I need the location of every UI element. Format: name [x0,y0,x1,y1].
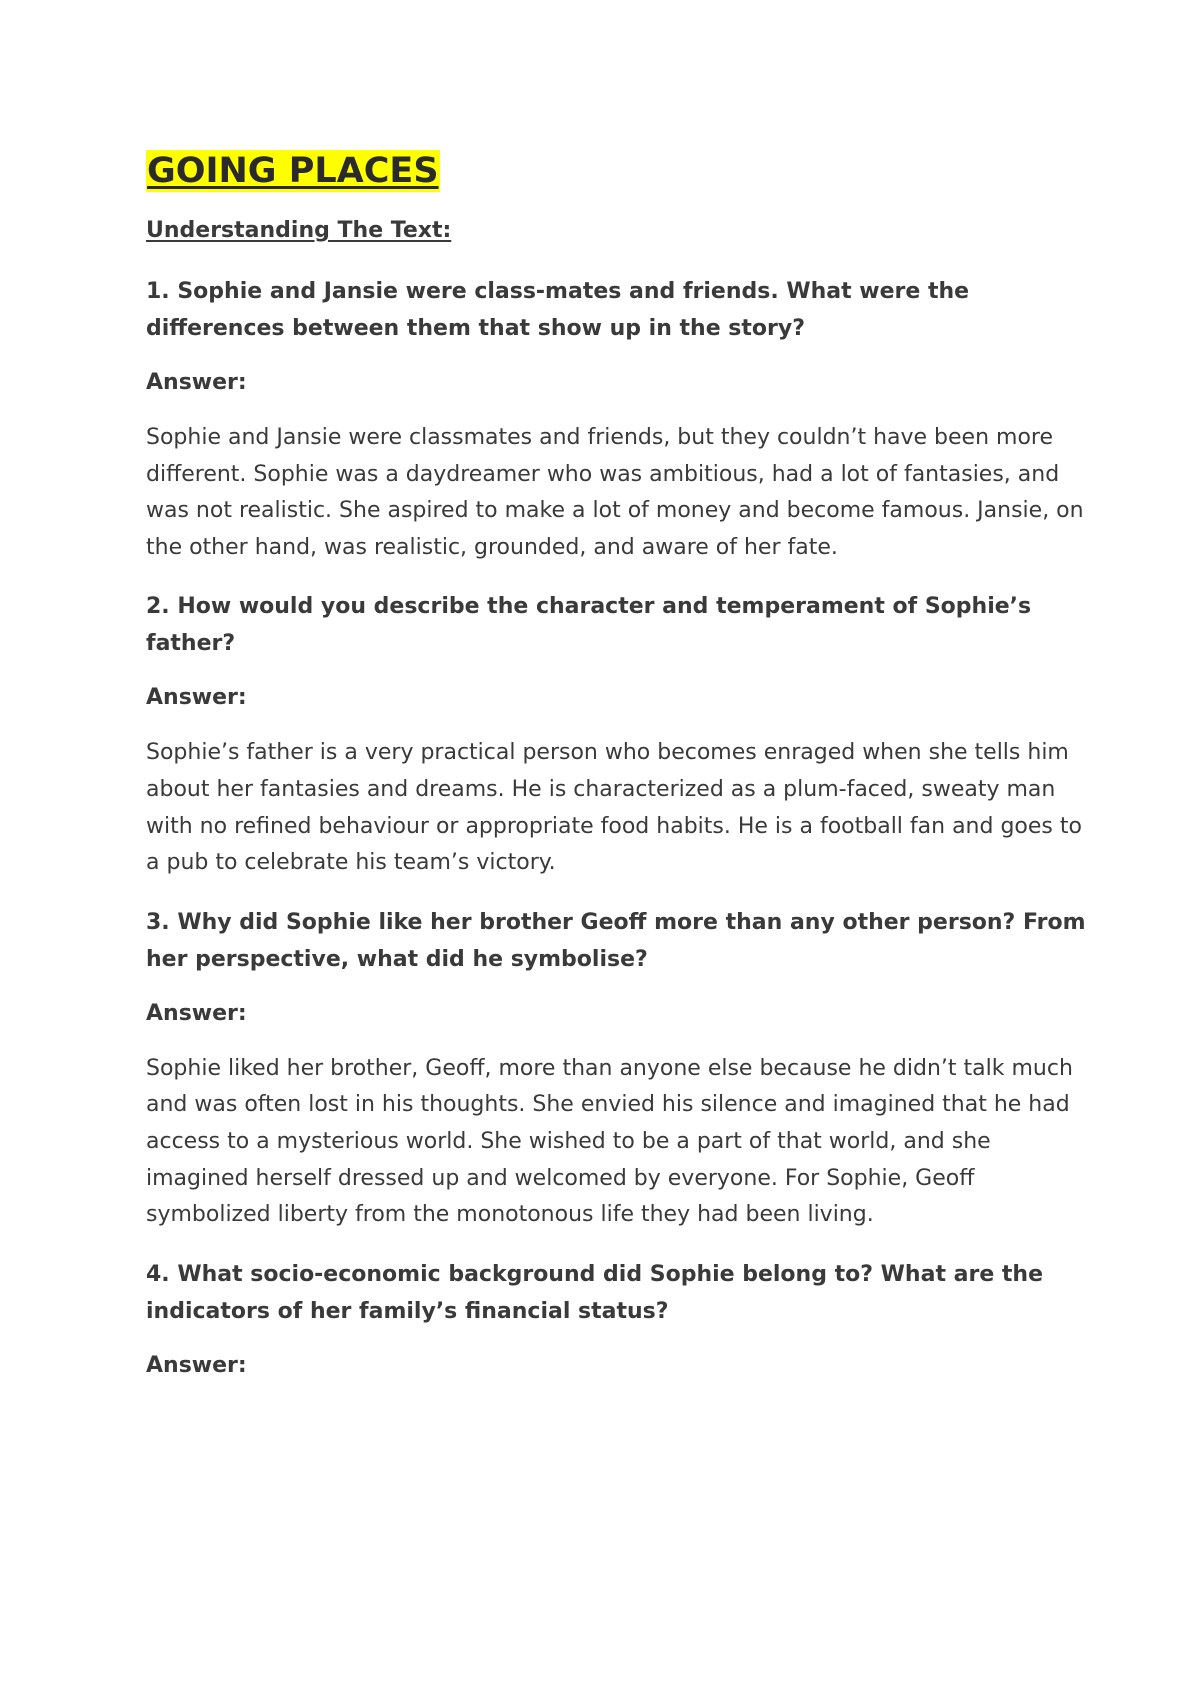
answer-text-3: Sophie liked her brother, Geoff, more than anyone else because he didn’t talk much and was often lost in his thoughts. She envied his silence and imagined that he had access to a mysterious world. She wished to be a part of that world, and she imagined herself dressed up and welcomed by everyone. For Sophie, Geoff symbolized liberty from the monotonous life they had been living. [146,1055,1073,1228]
answer-label-4: Answer: [146,1352,247,1378]
answer-label-3: Answer: [146,1000,247,1026]
answer-label-1: Answer: [146,370,247,395]
question-2: 2. How would you describe the character and temperament of Sophie’s father? [146,594,1032,657]
document-page [146,150,1086,1381]
answer-text-2: Sophie’s father is a very practical person who becomes enraged when she tells him about her fantasies and dreams. He is characterized as a plum-faced, sweaty man with no refined behaviour or appropriate food habits. He is a football fan and goes to a pub to celebrate his team’s victory. [146,740,1082,876]
document-title: GOING PLACES [147,151,439,191]
answer-label-2: Answer: [146,685,247,711]
question-4: 4. What socio-economic background did Sophie belong to? What are the indicators of her family’s financial status? [146,1261,1043,1324]
answer-text-1: Sophie and Jansie were classmates and friends, but they couldn’t have been more different. Sophie was a daydreamer who was ambitious, had a lot of fantasies, and was not realistic. She aspired to make a lot of money and become famous. Jansie, on the other hand, was realistic, grounded, and aware of her fate. [146,425,1084,560]
section-heading: Understanding The Text: [146,218,452,243]
question-3: 3. Why did Sophie like her brother Geoff more than any other person? From her perspective, what did he symbolise? [146,909,1086,972]
question-1: 1. Sophie and Jansie were class-mates and friends. What were the differences between them that show up in the story? [146,279,970,341]
